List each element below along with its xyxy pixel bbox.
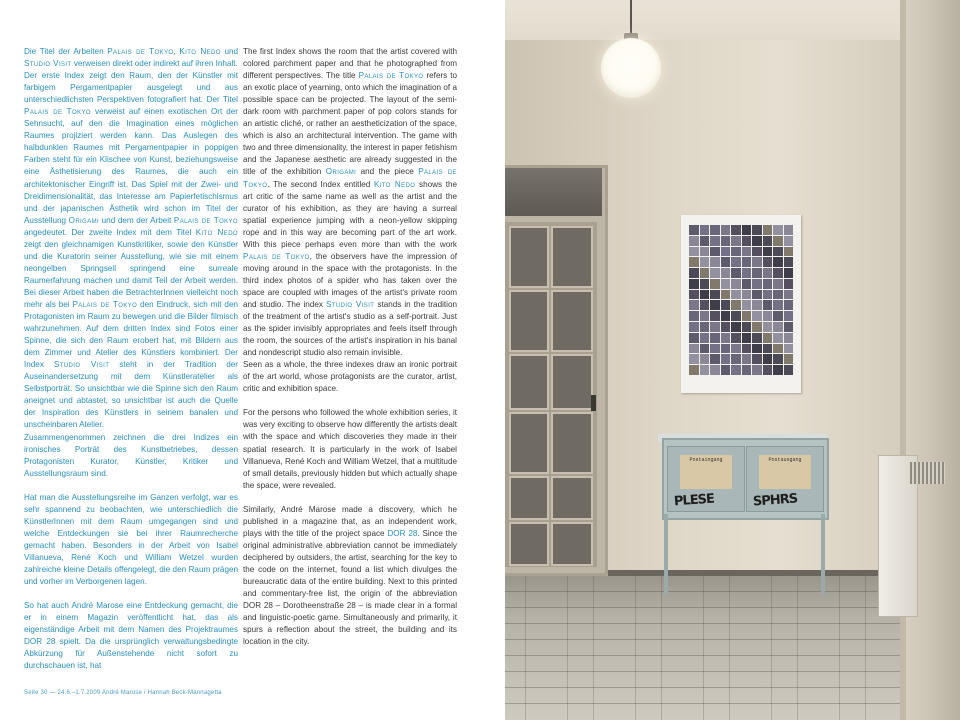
floor-tile-line [505, 655, 960, 656]
grid-thumbnail [773, 333, 783, 343]
grid-thumbnail [784, 300, 794, 310]
grid-thumbnail [689, 365, 699, 375]
grid-thumbnail [742, 365, 752, 375]
grid-thumbnail [752, 290, 762, 300]
grid-thumbnail [700, 247, 710, 257]
grid-thumbnail [689, 322, 699, 332]
grid-thumbnail [752, 322, 762, 332]
text-run: steht in der Tradition der Auseinandersetzung mit dem Künstleratelier als Selbstporträt. So unsichtbar wie die Spinne sich den Raum aneignet und abtastet, so unsichtbar ist auch die Quelle der Inspiration des Künstlers in seinem banalen und unscheinbaren Atelier. [24, 360, 239, 430]
work-title: Palais de Tokyo [243, 167, 457, 189]
grid-thumbnail [710, 354, 720, 364]
grid-thumbnail [700, 290, 710, 300]
text-run: , the observers have the impression of moving around in the space with the protagonists. In the third index photos of a spider who has taken over the space are coupled with images of the artist's private room and studio. The index [243, 251, 457, 309]
cabinet-leg-right [821, 514, 825, 594]
grid-thumbnail [710, 279, 720, 289]
grid-thumbnail [773, 311, 783, 321]
german-paragraph-3: Zusammengenommen zeichnen die drei Indizes ein ironisches Porträt des Kunstbetriebes, dessen Protagonisten Kurator, Künstler, Kritiker und Ausstellungsraum sind. [24, 432, 238, 478]
grid-thumbnail [731, 268, 741, 278]
grid-thumbnail [742, 354, 752, 364]
grid-thumbnail [689, 344, 699, 354]
grid-thumbnail [752, 365, 762, 375]
grid-thumbnail [784, 247, 794, 257]
globe-lamp [601, 38, 661, 98]
grid-thumbnail [721, 279, 731, 289]
text-run: zeigt den gleichnamigen Kunstkritiker, sowie den Künstler und die Kuratorin seiner Ausstellung, wie sie mit einem neongelben Springseil springend eine surreale Raumerfahrung machen und damit Teil der Arbeit werden. Bei dieser Arbeit haben die BetrachterInnen vielleicht noch mehr als bei [24, 239, 238, 309]
grid-thumbnail [700, 300, 710, 310]
grid-thumbnail [773, 344, 783, 354]
grid-thumbnail [710, 236, 720, 246]
grid-thumbnail [710, 322, 720, 332]
grid-thumbnail [784, 225, 794, 235]
cabinet-label-left: Postaingang [680, 455, 732, 489]
grid-thumbnail [773, 247, 783, 257]
grid-thumbnail [763, 311, 773, 321]
grid-thumbnail [731, 225, 741, 235]
grid-thumbnail [773, 236, 783, 246]
grid-thumbnail [784, 322, 794, 332]
english-paragraph-1 [243, 46, 457, 359]
text-run: . The second Index entitled [267, 179, 374, 189]
glass-door [505, 222, 597, 567]
english-paragraph-3: For the persons who followed the whole exhibition series, it was very exciting to observe how differently the artists dealt with the space and which discoveries they made in their spatial research. It is particularly in the work of Isabel Villanueva, René Koch and William Wetzel, that a multitude of small details, previously hidden but which actually shape the space, were revealed. [243, 408, 457, 490]
grid-thumbnail [721, 300, 731, 310]
grid-thumbnail [721, 365, 731, 375]
text-run: angedeutet. Der zweite Index mit dem Titel [24, 227, 196, 237]
grid-thumbnail [721, 268, 731, 278]
grid-thumbnail [689, 236, 699, 246]
work-title: Studio Visit [325, 299, 375, 309]
grid-thumbnail [710, 344, 720, 354]
floor-tile-joint [593, 575, 594, 720]
grid-thumbnail [763, 279, 773, 289]
grid-thumbnail [700, 311, 710, 321]
text-run: shows the art critic of the same name as well as the artist and the curator of his exhibition, as they are having a surreal spatial experience jumping with a neon-yellow skipping rope and in this way are becoming part of the art work. With this piece perhaps even more than with the work [243, 179, 457, 249]
text-run: stands in the tradition of the treatment of the artist's studio as a self-portrait. Just as the spider invisibly appropriates and feels itself through the room, the sources of the artist's inspiration in his banal and nondescript studio also remain invisible. [243, 299, 457, 358]
grid-thumbnail [763, 290, 773, 300]
floor-tile-joint [525, 575, 526, 720]
grid-thumbnail [710, 257, 720, 267]
door-glass-pane [509, 412, 549, 474]
grid-thumbnail [689, 247, 699, 257]
grid-thumbnail [700, 225, 710, 235]
grid-thumbnail [721, 257, 731, 267]
door-glass-pane [509, 290, 549, 352]
cabinet-door-left [667, 446, 745, 512]
grid-thumbnail [763, 333, 773, 343]
door-glass-pane [551, 226, 593, 288]
grid-thumbnail [752, 333, 762, 343]
grid-thumbnail [742, 322, 752, 332]
grid-thumbnail [752, 354, 762, 364]
work-title: Studio Visit [24, 59, 72, 69]
grid-thumbnail [710, 333, 720, 343]
floor-tile-line [505, 687, 960, 688]
german-column [24, 46, 238, 672]
grid-thumbnail [721, 311, 731, 321]
work-title: Studio Visit [53, 360, 110, 370]
grid-thumbnail [721, 247, 731, 257]
text-run: und dem der Arbeit [99, 215, 174, 225]
grid-thumbnail [689, 333, 699, 343]
work-title: Origami [68, 215, 100, 225]
grid-thumbnail [752, 344, 762, 354]
grid-thumbnail [742, 300, 752, 310]
grid-thumbnail [742, 311, 752, 321]
radiator-vent [910, 462, 945, 484]
door-glass-pane [509, 476, 549, 520]
text-run: verweist auf einen exotischen Ort der Sehnsucht, auf den die Imagination eines möglichen Raumes projiziert werden kann. Das Auslegen des halbdunklen Raumes mit Pergamentpapier in poppigen Farben steht für ein Klischee von Kunst, beziehungsweise eine Ästhetisierung des Raumes, die auch ein architektonischer Eingriff ist. Das Spiel mit der Zwei- und Dreidimensionalität, das Interesse am Papierfetischismus und der japanischen Ästhetik wird schon im Titel der Ausstellung [24, 107, 239, 225]
work-title: Kito Nedo [179, 47, 221, 56]
text-run: . Since the original administrative abbreviation cannot be immediately deciphered by outsiders, the artist, searching for the key to the code on the internet, found a list which divulges the bureaucratic data of the entire building. Next to this printed and commentary-free list, the origin of the abbreviation DOR 28 – Dorotheenstraße 28 – is made clear in a formal and linguistic-poetic game. Simultaneously and primarily, it spurs a reflection about the street, the building and its location in the city. [243, 528, 457, 647]
door-glass-pane [551, 354, 593, 410]
grid-thumbnail [689, 279, 699, 289]
grid-thumbnail [689, 268, 699, 278]
work-title: Palais de Tokyo [358, 71, 424, 81]
text-run: Die Titel der Arbeiten [24, 47, 108, 56]
english-paragraph-2: Seen as a whole, the three indexes draw an ironic portrait of the art world, whose protagonists are the curator, artist, critic and exhibition space. [243, 360, 457, 394]
grid-thumbnail [752, 225, 762, 235]
text-run: verweisen direkt oder indirekt auf ihren Inhalt. [71, 59, 238, 69]
grid-thumbnail [700, 322, 710, 332]
grid-thumbnail [773, 300, 783, 310]
text-run: und [220, 47, 238, 56]
grid-thumbnail [700, 344, 710, 354]
german-paragraph-1 [24, 46, 238, 70]
grid-thumbnail [763, 354, 773, 364]
grid-thumbnail [721, 333, 731, 343]
grid-thumbnail [700, 279, 710, 289]
grid-thumbnail [731, 344, 741, 354]
grid-thumbnail [731, 322, 741, 332]
grid-thumbnail [721, 225, 731, 235]
text-run: refers to an exotic place of yearning, onto which the imagination of a possible space can be projected. The layout of the semi-dark room with parchment paper of pop colors stands for an artistic cliché, or rather an aestheticization of the space, which is also an architectural intervention. The game with two and three dimensionality, the interest in paper fetishism and the Japanese aesthetic are already suggested in the title of the exhibition [243, 71, 458, 177]
grid-thumbnail [773, 365, 783, 375]
door-glass-pane [509, 354, 549, 410]
text-run: den Eindruck, sich mit den Protagonisten im Raum zu bewegen und die Bilder filmisch wahrzunehmen. Auf dem dritten Index sind Fotos einer Spinne, die sich den Raum erobert hat, mit Bildern aus dem Zimmer und Atelier des Künstlers kombiniert. Der Index [24, 299, 238, 370]
grid-thumbnail [752, 268, 762, 278]
grid-thumbnail [689, 311, 699, 321]
grid-thumbnail [752, 300, 762, 310]
mail-cabinet [662, 438, 829, 520]
graffiti-left: PLESE [673, 491, 715, 510]
english-paragraph-4 [243, 504, 457, 649]
grid-thumbnail [784, 311, 794, 321]
grid-thumbnail [784, 279, 794, 289]
grid-thumbnail [689, 225, 699, 235]
floor-tile-joint [797, 575, 798, 720]
grid-thumbnail [742, 279, 752, 289]
photo-grid [689, 225, 793, 375]
grid-thumbnail [710, 300, 720, 310]
floor-tile-joint [771, 575, 772, 720]
grid-thumbnail [784, 354, 794, 364]
grid-thumbnail [742, 333, 752, 343]
graffiti-right: SPHRS [752, 491, 798, 510]
door-glass-pane [551, 412, 593, 474]
work-title: Kito Nedo [373, 179, 416, 189]
door-glass-pane [551, 476, 593, 520]
floor-tile-joint [661, 575, 662, 720]
grid-thumbnail [731, 365, 741, 375]
text-run: Der erste Index zeigt den Raum, den der Künstler mit farbigem Pergamentpapier ausgelegt und aus unterschiedlichsten Perspektiven fotografiert hat. Der Titel [24, 71, 238, 105]
grid-thumbnail [784, 236, 794, 246]
grid-thumbnail [710, 290, 720, 300]
german-paragraph-5: So hat auch André Marose eine Entdeckung gemacht, die er in einem Magazin veröffentlicht hat, das als eigenständige Arbeit mit dem Namen des Projektraumes DOR 28 spielt. Da die ursprünglich verwaltungsbedingte Abkürzung für Außenstehende nicht sofort zu durchschauen ist, hat [24, 601, 238, 671]
grid-thumbnail [721, 354, 731, 364]
grid-thumbnail [752, 311, 762, 321]
grid-thumbnail [784, 344, 794, 354]
grid-thumbnail [773, 322, 783, 332]
grid-thumbnail [763, 300, 773, 310]
floor-tile-line [505, 703, 960, 704]
grid-thumbnail [773, 290, 783, 300]
work-title: Origami [325, 167, 357, 177]
grid-thumbnail [763, 247, 773, 257]
grid-thumbnail [700, 257, 710, 267]
grid-thumbnail [773, 257, 783, 267]
grid-thumbnail [721, 290, 731, 300]
floor-tile-line [505, 623, 960, 624]
grid-thumbnail [731, 333, 741, 343]
door-glass-pane [509, 226, 549, 288]
grid-thumbnail [710, 365, 720, 375]
grid-thumbnail [710, 247, 720, 257]
cabinet-leg-left [664, 514, 668, 594]
work-title: Kito Nedo [195, 227, 238, 237]
floor-tile-joint [729, 575, 730, 720]
grid-thumbnail [784, 268, 794, 278]
grid-thumbnail [689, 354, 699, 364]
grid-thumbnail [784, 333, 794, 343]
grid-thumbnail [752, 236, 762, 246]
grid-thumbnail [700, 268, 710, 278]
grid-thumbnail [689, 257, 699, 267]
grid-thumbnail [731, 290, 741, 300]
grid-thumbnail [742, 236, 752, 246]
grid-thumbnail [721, 322, 731, 332]
grid-thumbnail [752, 247, 762, 257]
floor-tile-line [505, 639, 960, 640]
text-run: The first Index shows the room that the artist covered with colored parchment paper and that he photographed from different perspectives. The title [243, 47, 457, 81]
grid-thumbnail [763, 268, 773, 278]
german-paragraph-2 [24, 70, 238, 431]
grid-thumbnail [742, 247, 752, 257]
grid-thumbnail [700, 236, 710, 246]
grid-thumbnail [763, 225, 773, 235]
grid-thumbnail [721, 344, 731, 354]
page-footer: Seite 30 — 24.6.–1.7.2009 André Marose / Hannah Beck-Mannagetta [24, 690, 222, 696]
cabinet-label-right: Postausgang [759, 455, 811, 489]
index-poster [681, 215, 801, 393]
grid-thumbnail [731, 300, 741, 310]
grid-thumbnail [731, 257, 741, 267]
grid-thumbnail [710, 268, 720, 278]
grid-thumbnail [763, 344, 773, 354]
grid-thumbnail [731, 354, 741, 364]
door-glass-pane [551, 290, 593, 352]
work-title: Palais de Tokyo [72, 299, 138, 309]
grid-thumbnail [742, 257, 752, 267]
grid-thumbnail [773, 279, 783, 289]
grid-thumbnail [763, 365, 773, 375]
grid-thumbnail [731, 279, 741, 289]
german-paragraph-4: Hat man die Ausstellungsreihe im Ganzen verfolgt, war es sehr spannend zu beobachten, wie unterschiedlich die KünstlerInnen mit dem Raum umgegangen sind und welche Entdeckungen sie bei ihrer Raumrecherche gemacht haben. Besonders in der Arbeit von Isabel Villanueva, René Koch und William Wetzel wurden zahlreiche kleine Details offengelegt, die den Raum prägen und vorher im Verborgenen lagen. [24, 492, 238, 587]
work-title: Palais de Tokyo [173, 215, 239, 225]
grid-thumbnail [689, 300, 699, 310]
grid-thumbnail [700, 354, 710, 364]
grid-thumbnail [742, 344, 752, 354]
floor-tile-line [505, 671, 960, 672]
grid-thumbnail [773, 354, 783, 364]
door-glass-pane [509, 522, 549, 566]
grid-thumbnail [700, 365, 710, 375]
door-glass-pane [551, 522, 593, 566]
grid-thumbnail [731, 236, 741, 246]
grid-thumbnail [763, 257, 773, 267]
grid-thumbnail [700, 333, 710, 343]
grid-thumbnail [763, 236, 773, 246]
work-title: Palais de Tokyo [243, 251, 310, 261]
text-run: and the piece [356, 167, 419, 177]
cabinet-door-right [746, 446, 824, 512]
grid-thumbnail [784, 290, 794, 300]
floor-tile-joint [703, 575, 704, 720]
grid-thumbnail [721, 236, 731, 246]
grid-thumbnail [731, 311, 741, 321]
grid-thumbnail [773, 268, 783, 278]
grid-thumbnail [752, 279, 762, 289]
grid-thumbnail [742, 225, 752, 235]
work-title: Palais de Tokyo [107, 47, 174, 56]
grid-thumbnail [742, 290, 752, 300]
grid-thumbnail [784, 365, 794, 375]
door-transom [505, 168, 602, 216]
english-column [243, 46, 457, 648]
text-run: DOR 28 [387, 528, 418, 538]
door-handle [591, 395, 596, 411]
text-run: Similarly, André Marose made a discovery, which he published in a magazine that, as an independent work, plays with the title of the project space [243, 504, 457, 538]
grid-thumbnail [689, 290, 699, 300]
ceiling [505, 0, 960, 40]
work-title: Palais de Tokyo [24, 107, 91, 117]
exhibition-photo [505, 0, 960, 720]
floor-tile-joint [635, 575, 636, 720]
floor-tile-joint [839, 575, 840, 720]
grid-thumbnail [742, 268, 752, 278]
grid-thumbnail [773, 225, 783, 235]
grid-thumbnail [710, 225, 720, 235]
text-run: , [173, 47, 180, 56]
grid-thumbnail [731, 247, 741, 257]
floor-tile-joint [567, 575, 568, 720]
grid-thumbnail [784, 257, 794, 267]
grid-thumbnail [752, 257, 762, 267]
floor-tile-joint [865, 575, 866, 720]
grid-thumbnail [710, 311, 720, 321]
grid-thumbnail [763, 322, 773, 332]
